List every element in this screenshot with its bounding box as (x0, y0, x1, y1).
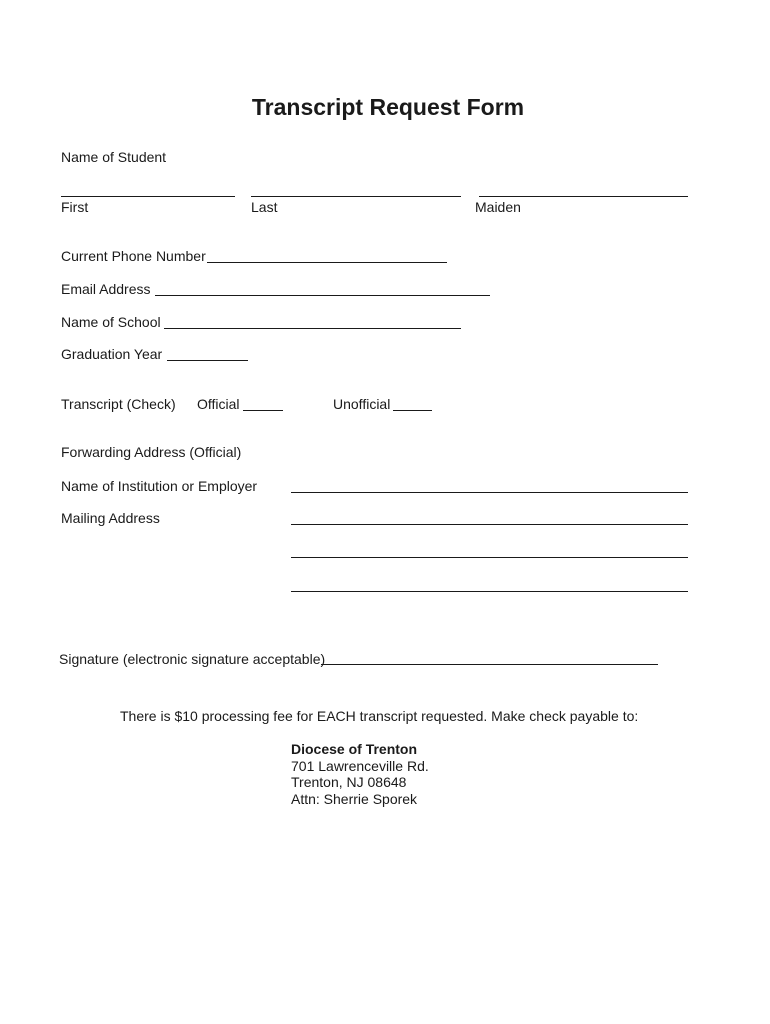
mailing-address-line-1[interactable] (291, 524, 688, 525)
maiden-name-field[interactable] (479, 196, 688, 197)
official-checkbox[interactable] (243, 410, 283, 411)
mailing-address-line-2[interactable] (291, 557, 688, 558)
graduation-year-field[interactable] (167, 360, 248, 361)
transcript-type-label: Transcript (Check) (61, 396, 176, 412)
fee-notice: There is $10 processing fee for EACH transcript requested. Make check payable to: (120, 708, 639, 724)
payee-name: Diocese of Trenton (291, 741, 418, 757)
payee-city: Trenton, NJ 08648 (291, 774, 407, 790)
email-field[interactable] (155, 295, 490, 296)
official-label: Official (197, 396, 240, 412)
payee-street: 701 Lawrenceville Rd. (291, 758, 429, 774)
institution-label: Name of Institution or Employer (61, 478, 258, 494)
signature-label: Signature (electronic signature acceptable) (59, 651, 326, 667)
institution-field[interactable] (291, 492, 688, 493)
name-of-student-label: Name of Student (61, 149, 167, 165)
graduation-year-label: Graduation Year (61, 346, 163, 362)
forwarding-address-label: Forwarding Address (Official) (61, 444, 242, 460)
signature-field[interactable] (321, 664, 658, 665)
mailing-address-label: Mailing Address (61, 510, 160, 526)
form-title: Transcript Request Form (251, 94, 525, 120)
mailing-address-line-3[interactable] (291, 591, 688, 592)
first-name-label: First (61, 199, 89, 215)
unofficial-label: Unofficial (333, 396, 391, 412)
first-name-field[interactable] (61, 196, 235, 197)
phone-label: Current Phone Number (61, 248, 206, 264)
maiden-name-label: Maiden (475, 199, 521, 215)
last-name-label: Last (251, 199, 278, 215)
last-name-field[interactable] (251, 196, 461, 197)
unofficial-checkbox[interactable] (393, 410, 432, 411)
phone-field[interactable] (207, 262, 447, 263)
school-field[interactable] (164, 328, 461, 329)
email-label: Email Address (61, 281, 151, 297)
school-label: Name of School (61, 314, 161, 330)
payee-attn: Attn: Sherrie Sporek (291, 791, 418, 807)
